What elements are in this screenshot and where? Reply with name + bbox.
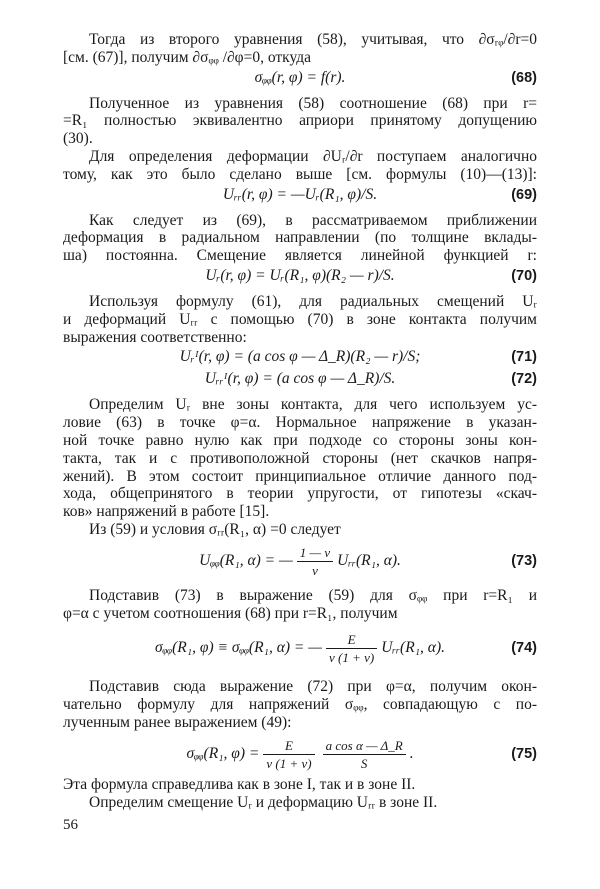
equation-72 xyxy=(63,368,537,390)
text-line: Для определения деформации ∂Uᵣ/∂r поступаем аналогично xyxy=(89,147,537,165)
text-line: чательно формулу для напряжений σᵩᵩ, совпадающую с по- xyxy=(63,696,537,714)
equation-right: . xyxy=(409,744,414,762)
text-line: Как следует из (69), в рассматриваемом приближении xyxy=(89,211,537,229)
equation-68 xyxy=(63,67,537,89)
equation-right: Uᵣᵣ(R₁, α). xyxy=(381,639,445,657)
text-line: ловие (63) в точке φ=α. Нормальное напряжение в указан- xyxy=(63,414,537,432)
text-line: Подставив сюда выражение (72) при φ=α, получим окон- xyxy=(89,678,537,696)
text-line: Используя формулу (61), для радиальных смещений Uᵣ xyxy=(89,292,537,310)
equation-75 xyxy=(63,732,537,776)
text-line: Тогда из второго уравнения (58), учитывая, что ∂σᵣᵩ/∂r=0 xyxy=(89,31,537,48)
fraction-numerator: E xyxy=(263,737,314,755)
page-number: 56 xyxy=(63,817,78,833)
equation-number: (70) xyxy=(511,267,537,284)
text-line: ной точке равно нулю как при подходе со стороны зоны кон- xyxy=(63,431,537,449)
page-body xyxy=(63,31,537,811)
equation-expr: Uᵣᵣᴵ(r, φ) = (a cos φ — Δ_R)/S. xyxy=(204,370,396,388)
fraction xyxy=(263,737,314,772)
equation-left: Uᵩᵩ(R₁, α) = — xyxy=(199,551,293,569)
equation-number: (68) xyxy=(511,69,537,86)
fraction-numerator: E xyxy=(326,631,377,649)
text-line: Полученное из уравнения (58) соотношение (68) при r= xyxy=(89,94,537,112)
equation-number: (72) xyxy=(511,371,537,388)
equation-right: Uᵣᵣ(R₁, α). xyxy=(337,551,401,569)
text-line: и деформаций Uᵣᵣ с помощью (70) в зоне контакта получим xyxy=(63,310,537,328)
text-line: [см. (67)], получим ∂σᵩᵩ /∂φ=0, откуда xyxy=(63,48,312,66)
text-line: Определим смещение Uᵣ и деформацию Uᵣᵣ в зоне II. xyxy=(89,793,438,811)
fraction xyxy=(297,544,333,579)
equation-69 xyxy=(63,184,537,206)
text-line: выражения соответственно: xyxy=(63,328,247,346)
equation-number: (71) xyxy=(511,349,537,366)
equation-expr: Uᵣ(r, φ) = Uᵣ(R₁, φ)(R₂ — r)/S. xyxy=(205,266,395,284)
fraction-denominator: ν xyxy=(312,562,318,578)
equation-left: σᵩᵩ(R₁, φ) = xyxy=(186,744,260,762)
fraction-denominator: ν (1 + ν) xyxy=(328,650,375,666)
equation-number: (73) xyxy=(511,552,537,569)
equation-number: (74) xyxy=(511,640,537,657)
fraction xyxy=(323,737,406,772)
fraction-denominator: S xyxy=(360,755,368,771)
equation-number: (75) xyxy=(511,745,537,762)
text-line: Из (59) и условия σᵣᵣ(R₁, α) =0 следует xyxy=(89,520,341,538)
fraction-denominator: ν (1 + ν) xyxy=(266,755,312,771)
text-line: лученным ранее выражением (49): xyxy=(63,713,292,731)
text-line: Определим Uᵣ вне зоны контакта, для чего используем ус- xyxy=(89,396,537,414)
text-line: Подставив (73) в выражение (59) для σᵩᵩ при r=R₁ и xyxy=(89,586,537,604)
text-line: деформация в радиальном направлении (по толщине вклады- xyxy=(63,229,537,247)
text-line: такта, так и с противоположной стороны (нет скачков напря- xyxy=(63,449,537,467)
equation-expr: σᵩᵩ(r, φ) = f(r). xyxy=(254,68,346,86)
text-line: Эта формула справедлива как в зоне I, так и в зоне II. xyxy=(63,775,416,793)
text-line: (30). xyxy=(63,130,93,148)
text-line: жений). В этом состоит принципиальное отличие данного под- xyxy=(63,467,537,485)
fraction-numerator: a cos α — Δ_R xyxy=(323,737,406,755)
text-line: φ=α с учетом соотношения (68) при r=R₁, получим xyxy=(63,604,398,622)
equation-expr: Uᵣᴵ(r, φ) = (a cos φ — Δ_R)(R₂ — r)/S; xyxy=(179,348,421,366)
equation-left: σᵩᵩ(R₁, φ) ≡ σᵩᵩ(R₁, α) = — xyxy=(155,639,322,657)
equation-70 xyxy=(63,265,537,287)
equation-number: (69) xyxy=(511,186,537,203)
text-line: хода, общепринятого в теории упругости, от гипотезы «скач- xyxy=(63,485,537,503)
text-line: тому, как это было сделано выше [см. формулы (10)—(13)]: xyxy=(63,165,537,183)
equation-74 xyxy=(63,626,537,670)
text-line: =R₁ полностью эквивалентно априори принятому допущению xyxy=(63,112,537,130)
fraction-numerator: 1 — ν xyxy=(297,544,333,562)
equation-71 xyxy=(63,346,537,368)
equation-73 xyxy=(63,539,537,583)
equation-expr: Uᵣᵣ(r, φ) = —Uᵣ(R₁, φ)/S. xyxy=(222,185,378,203)
text-line: ша) постоянна. Смещение является линейной функцией r: xyxy=(63,247,537,265)
text-line: ков» напряжений в работе [15]. xyxy=(63,503,270,521)
fraction xyxy=(326,631,377,666)
